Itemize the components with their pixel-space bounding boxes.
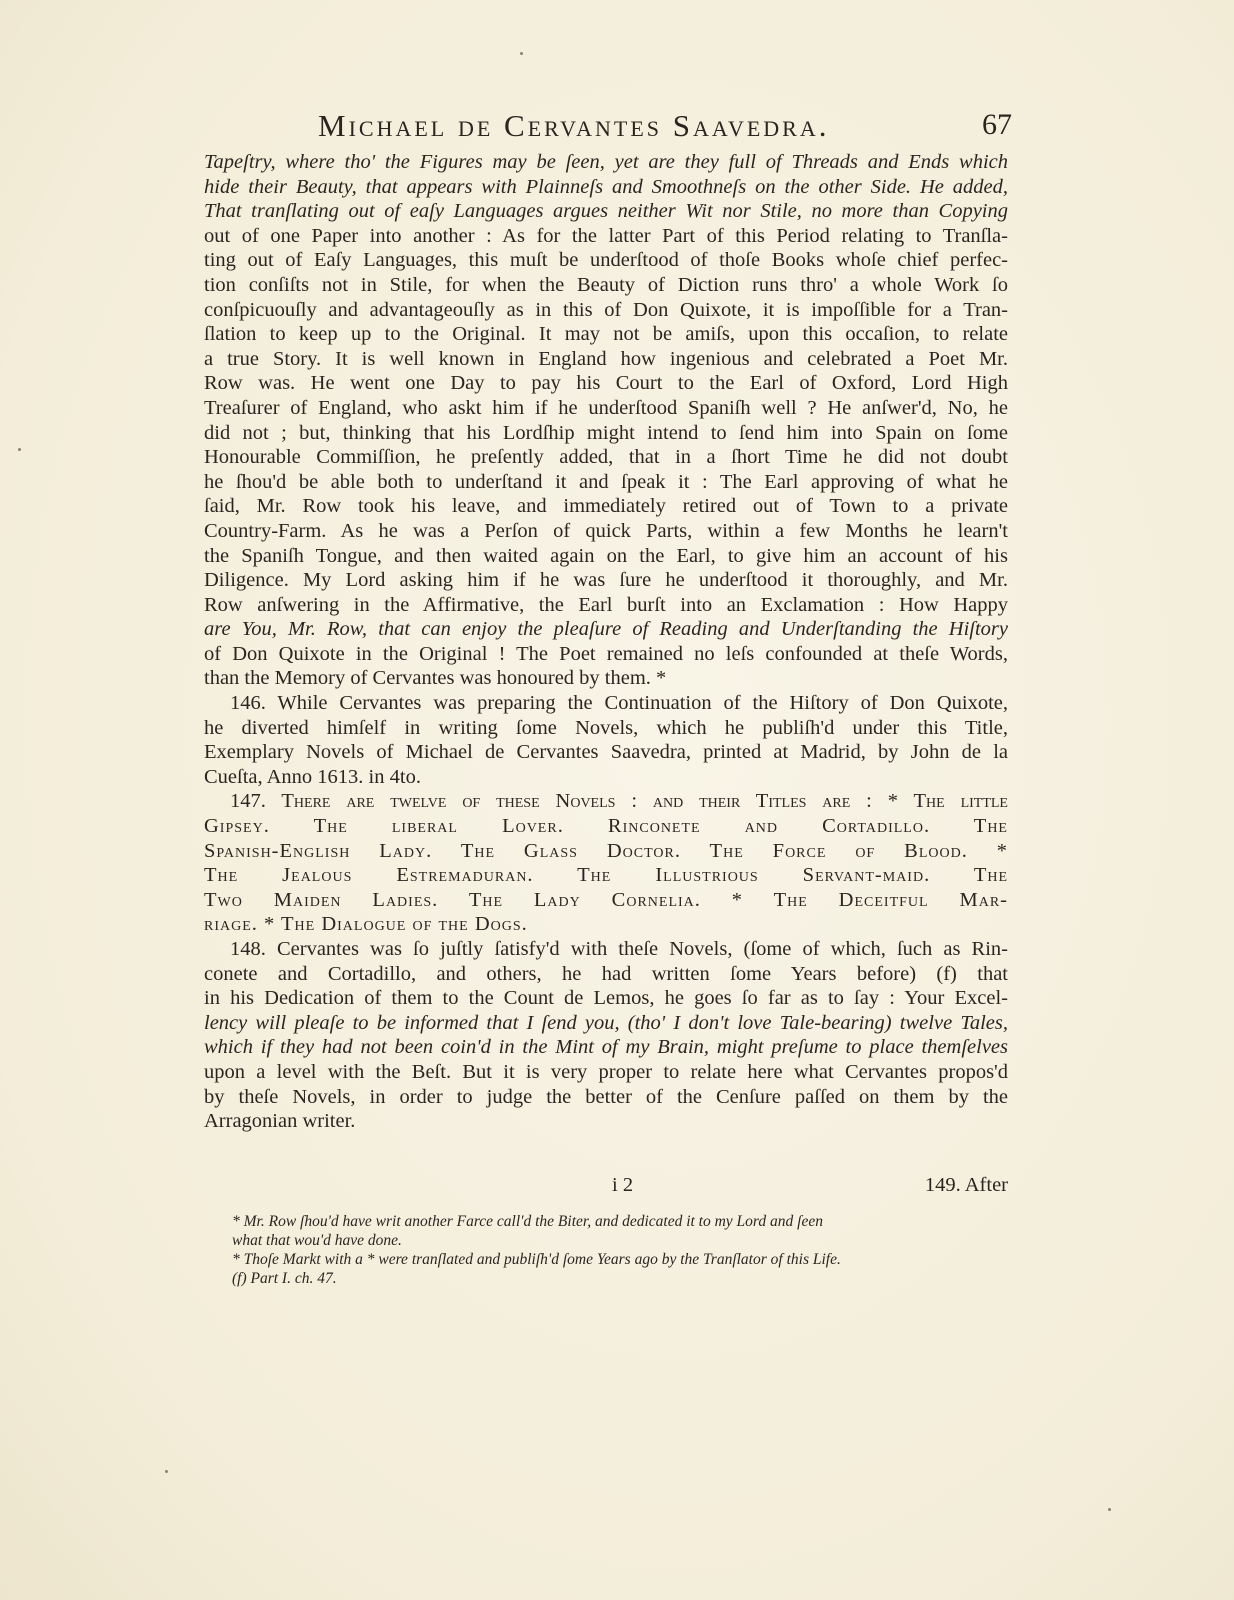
text-line: Cueſta, Anno 1613. in 4to. <box>204 765 421 788</box>
text-line: of Don Quixote in the Original ! The Poet remained no leſs confounded at theſe Words, <box>204 642 1008 665</box>
text-line: Exemplary Novels of Michael de Cervantes Saavedra, printed at Madrid, by John de la <box>204 741 1008 764</box>
paper-speck <box>165 1470 168 1473</box>
text-line: he diverted himſelf in writing ſome Novels, which he publiſh'd under this Title, <box>204 716 1008 739</box>
paragraph-147-line: 147. There are twelve of theſe Novels : and their Titles are : * The little <box>230 790 1008 813</box>
text-line: ting out of Eaſy Languages, this muſt be underſtood of thoſe Books whoſe chief perfec- <box>204 249 1008 272</box>
text-line: in his Dedication of them to the Count de Lemos, he goes ſo far as to ſay : Your Excel- <box>204 987 1008 1010</box>
text-line: Country-Farm. As he was a Perſon of quick Parts, within a few Months he learn't <box>204 519 1008 542</box>
paragraph-146-line: 146. While Cervantes was preparing the Continuation of the Hiſtory of Don Quixote, <box>230 692 1008 715</box>
text-line: he ſhou'd be able both to underſtand it and ſpeak it : The Earl approving of what he <box>204 470 1008 493</box>
page-number: 67 <box>982 108 1012 141</box>
text-line: Treaſurer of England, who askt him if he underſtood Spaniſh well ? He anſwer'd, No, he <box>204 396 1008 419</box>
novel-titles-line: Gipsey. The liberal Lover. Rinconete and Cortadillo. The <box>204 815 1008 838</box>
text-line: by theſe Novels, in order to judge the better of the Cenſure paſſed on them by the <box>204 1085 1008 1108</box>
text-line: which if they had not been coin'd in the Mint of my Brain, might preſume to place themſelves <box>204 1036 1008 1059</box>
text-line: ſlation to keep up to the Original. It may not be amiſs, upon this occaſion, to relate <box>204 323 1008 346</box>
footnotes <box>232 1212 1012 1288</box>
text-line: out of one Paper into another : As for the latter Part of this Period relating to Tranſla- <box>204 224 1008 247</box>
text-line: ſaid, Mr. Row took his leave, and immediately retired out of Town to a private <box>204 495 1008 518</box>
text-line: Honourable Commiſſion, he preſently added, that in a ſhort Time he did not doubt <box>204 446 1008 469</box>
footnote-row-line-continued: what that wou'd have done. <box>232 1232 402 1249</box>
text-line: the Spaniſh Tongue, and then waited again on the Earl, to give him an account of his <box>204 544 1008 567</box>
paper-speck <box>18 448 21 451</box>
text-line: did not ; but, thinking that his Lordſhip might intend to ſend him into Spain on ſome <box>204 421 1008 444</box>
footnote-row-line: * Mr. Row ſhou'd have writ another Farce call'd the Biter, and dedicated it to my Lord and ſeen <box>232 1213 823 1230</box>
novel-titles-line: Spanish-English Lady. The Glass Doctor. The Force of Blood. * <box>204 839 1008 862</box>
text-line: conete and Cortadillo, and others, he had written ſome Years before) (f) that <box>204 962 1008 985</box>
text-line: tion conſiſts not in Stile, for when the Beauty of Diction runs thro' a whole Work ſo <box>204 273 1008 296</box>
novel-titles-line: riage. * The Dialogue of the Dogs. <box>204 913 528 936</box>
page-footer-catch <box>204 1174 1008 1200</box>
text-line: Row anſwering in the Affirmative, the Earl burſt into an Exclamation : How Happy <box>204 593 1008 616</box>
text-line: conſpicuouſly and advantageouſly as in this of Don Quixote, it is impoſſible for a Tran- <box>204 298 1008 321</box>
text-line: Tapeſtry, where tho' the Figures may be ſeen, yet are they full of Threads and Ends which <box>204 151 1008 173</box>
catchword: 149. After <box>924 1174 1008 1196</box>
text-line: hide their Beauty, that appears with Plainneſs and Smoothneſs on the other Side. He added, <box>204 175 1008 198</box>
signature-mark: i 2 <box>612 1174 634 1196</box>
footnote-f: (f) Part I. ch. 47. <box>232 1270 337 1287</box>
paper-speck <box>520 52 523 55</box>
footnote-novels: * Thoſe Markt with a * were tranſlated and publiſh'd ſome Years ago by the Tranſlator of this Life. <box>232 1251 841 1268</box>
running-title: Michael de Cervantes Saavedra. <box>318 108 830 143</box>
text-line: a true Story. It is well known in England how ingenious and celebrated a Poet Mr. <box>204 347 1008 370</box>
novel-titles-line: The Jealous Estremaduran. The Illustrious Servant-maid. The <box>204 864 1008 887</box>
text-line: lency will pleaſe to be informed that I ſend you, (tho' I don't love Tale-bearing) twelve Tales, <box>204 1011 1008 1034</box>
text-line: than the Memory of Cervantes was honoured by them. * <box>204 667 667 690</box>
paper-speck <box>1108 1508 1111 1511</box>
text-line: Row was. He went one Day to pay his Court to the Earl of Oxford, Lord High <box>204 372 1008 395</box>
text-line: That tranſlating out of eaſy Languages argues neither Wit nor Stile, no more than Copying <box>204 200 1008 223</box>
text-line: are You, Mr. Row, that can enjoy the pleaſure of Reading and Underſtanding the Hiſtory <box>204 618 1008 641</box>
paragraph-148-line: 148. Cervantes was ſo juſtly ſatisfy'd with theſe Novels, (ſome of which, ſuch as Rin- <box>230 938 1008 960</box>
text-line: Arragonian writer. <box>204 1110 356 1133</box>
text-line: upon a level with the Beſt. But it is very proper to relate here what Cervantes propos'd <box>204 1060 1008 1083</box>
novel-titles-line: Two Maiden Ladies. The Lady Cornelia. * The Deceitful Mar- <box>204 888 1008 911</box>
text-line: Diligence. My Lord asking him if he was ſure he underſtood it thoroughly, and Mr. <box>204 569 1008 592</box>
page-header <box>318 108 1012 148</box>
body-text <box>204 150 1008 1134</box>
